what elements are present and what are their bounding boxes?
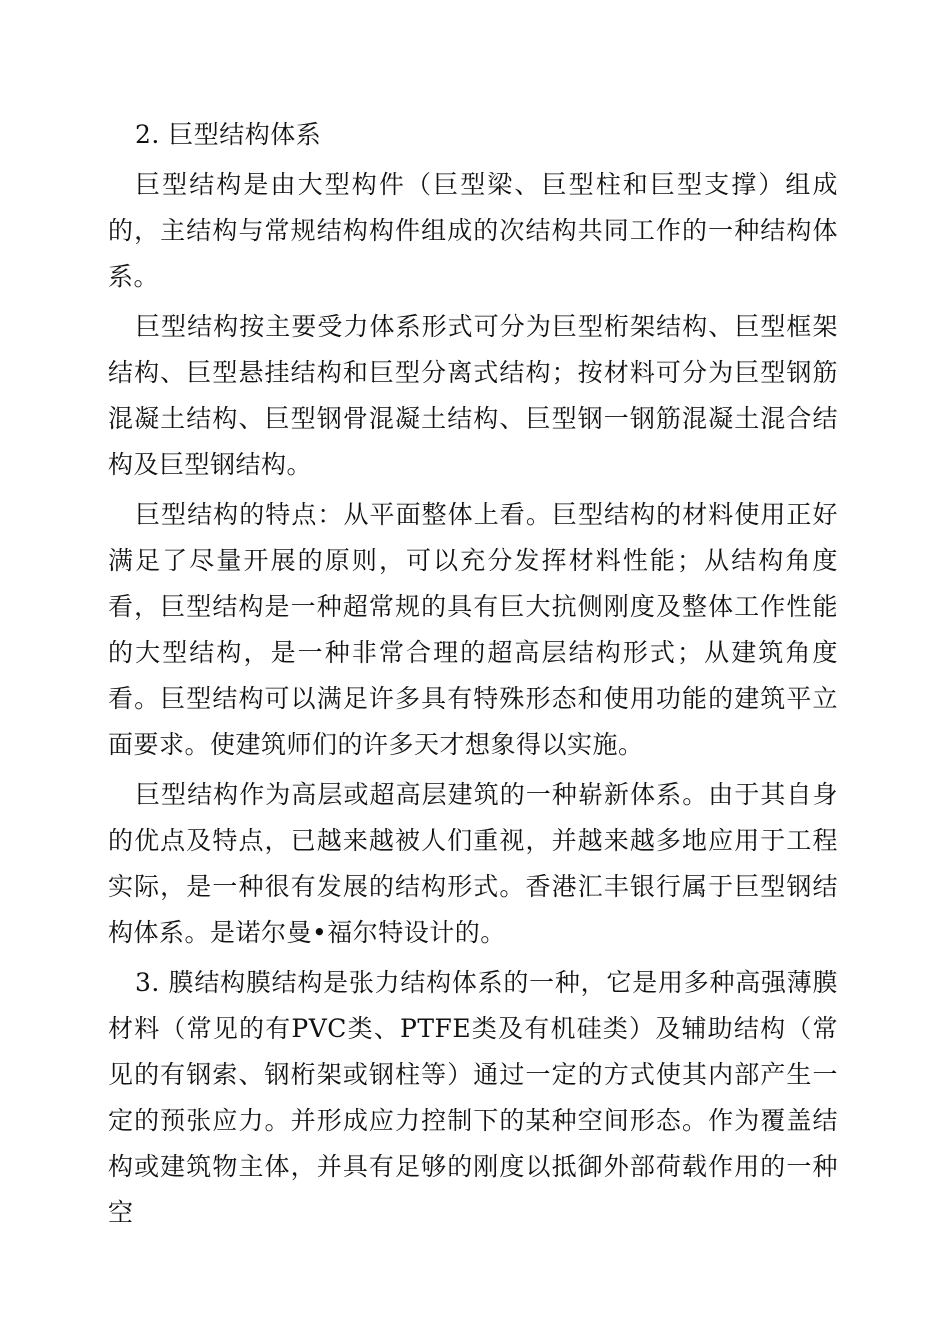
paragraph-5: 3. 膜结构膜结构是张力结构体系的一种，它是用多种高强薄膜材料（常见的有PVC类、PTFE类及有机硅类）及辅助结构（常见的有钢索、钢桁架或钢柱等）通过一定的方式使其内部产生一定的预张应力。并形成应力控制下的某种空间形态。作为覆盖结构或建筑物主体，并具有足够的刚度以抵御外部荷载作用的一种空 bbox=[108, 968, 838, 1227]
paragraph-4: 巨型结构作为高层或超高层建筑的一种崭新体系。由于其自身的优点及特点，已越来越被人们重视，并越来越多地应用于工程实际，是一种很有发展的结构形式。香港汇丰银行属于巨型钢结构体系。是诺尔曼•福尔特设计的。 bbox=[108, 780, 838, 947]
paragraph-1: 巨型结构是由大型构件（巨型梁、巨型柱和巨型支撑）组成的，主结构与常规结构构件组成的次结构共同工作的一种结构体系。 bbox=[108, 170, 838, 291]
document-body bbox=[108, 112, 838, 1240]
paragraph-3: 巨型结构的特点：从平面整体上看。巨型结构的材料使用正好满足了尽量开展的原则，可以充分发挥材料性能；从结构角度看，巨型结构是一种超常规的具有巨大抗侧刚度及整体工作性能的大型结构，是一种非常合理的超高层结构形式；从建筑角度看。巨型结构可以满足许多具有特殊形态和使用功能的建筑平立面要求。使建筑师们的许多天才想象得以实施。 bbox=[108, 500, 838, 759]
section-heading: 2. 巨型结构体系 bbox=[135, 120, 322, 149]
paragraph-2: 巨型结构按主要受力体系形式可分为巨型桁架结构、巨型框架结构、巨型悬挂结构和巨型分离式结构；按材料可分为巨型钢筋混凝土结构、巨型钢骨混凝土结构、巨型钢一钢筋混凝土混合结构及巨型钢结构。 bbox=[108, 312, 838, 479]
